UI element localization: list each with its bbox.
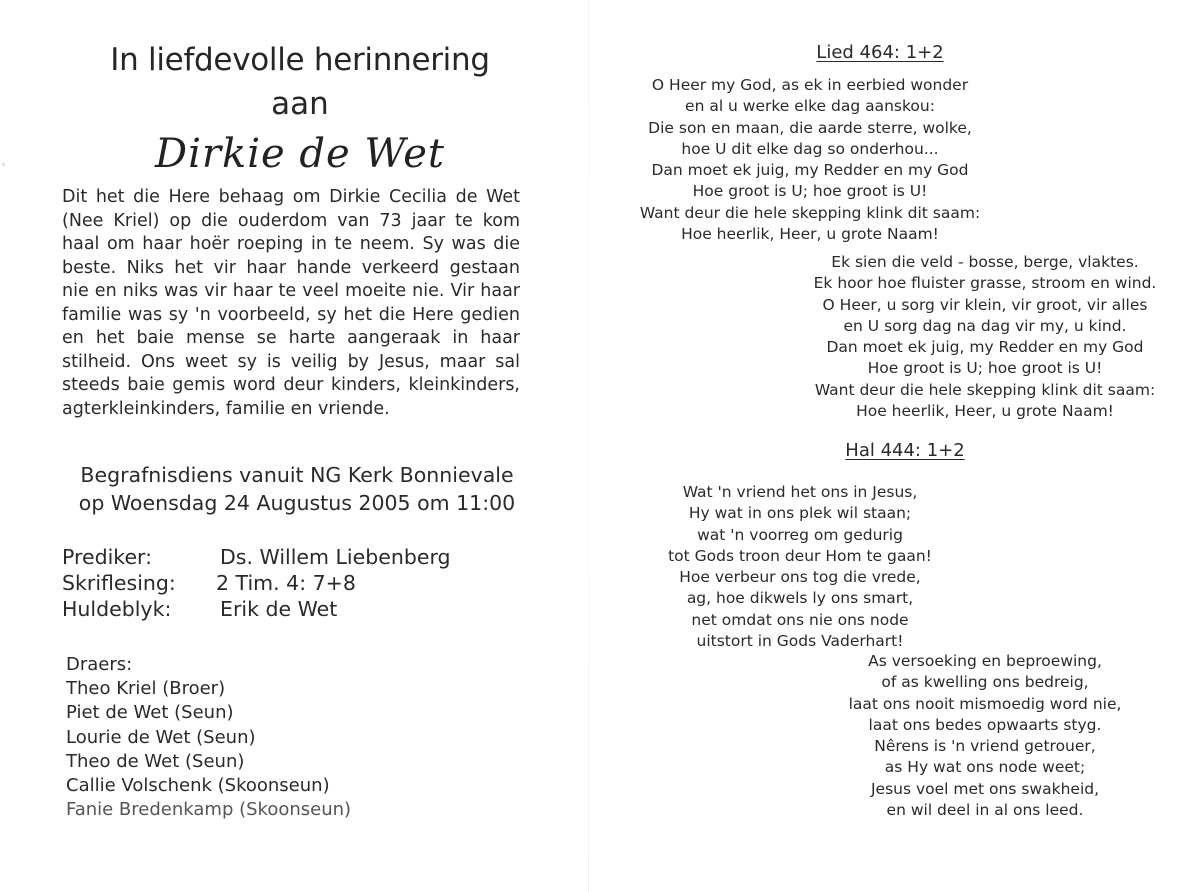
lyric-line: Nêrens is 'n vriend getrouer,: [874, 737, 1096, 756]
pallbearer-item: Callie Volschenk (Skoonseun): [66, 775, 330, 797]
lyric-line: laat ons bedes opwaarts styg.: [868, 715, 1102, 734]
role-value: Erik de Wet: [220, 597, 338, 621]
lyric-line: Die son en maan, die aarde sterre, wolke,: [648, 118, 972, 137]
lyric-line: hoe U dit elke dag so onderhou...: [681, 139, 939, 158]
pallbearers-heading: Draers:: [66, 654, 133, 675]
memorial-title-aan: aan: [271, 86, 329, 122]
lyric-line: Want deur die hele skepping klink dit saam:: [639, 203, 981, 222]
lyric-line: laat ons nooit mismoedig word nie,: [848, 694, 1122, 713]
lyric-line: uitstort in Gods Vaderhart!: [696, 632, 904, 651]
lyric-line: O Heer, u sorg vir klein, vir groot, vir alles: [822, 295, 1148, 314]
role-label: Huldeblyk:: [62, 597, 172, 621]
obituary-line: Dit het die Here behaag om Dirkie Cecilia de Wet: [62, 187, 520, 207]
left-page: [0, 0, 590, 892]
pallbearer-item: Piet de Wet (Seun): [66, 702, 234, 724]
obituary-line: (Nee Kriel) op die ouderdom van 73 jaar te kom: [62, 210, 520, 231]
role-value: 2 Tim. 4: 7+8: [216, 571, 356, 595]
obituary-line: familie was sy 'n voorbeeld, sy het die Here gedien: [62, 304, 520, 325]
hymn2-heading: Hal 444: 1+2: [845, 440, 965, 461]
role-row-prediker: [62, 544, 542, 570]
obituary-line: beste. Niks het vir haar hande verkeerd gestaan: [62, 257, 520, 278]
lyric-line: as Hy wat ons node weet;: [884, 758, 1086, 777]
service-details: [62, 461, 532, 517]
lyric-line: tot Gods troon deur Hom te gaan!: [668, 546, 932, 565]
obituary-line: stilheid. Ons weet sy is veilig by Jesus, maar sal: [62, 351, 520, 372]
lyric-line: Hoe groot is U; hoe groot is U!: [692, 182, 928, 201]
lyric-line: Hy wat in ons plek wil staan;: [688, 504, 912, 523]
memorial-title: In liefdevolle herinnering: [110, 42, 490, 78]
hymn2-stanza1: [610, 482, 990, 652]
role-label: Prediker:: [62, 545, 153, 569]
lyric-line: Hoe groot is U; hoe groot is U!: [867, 359, 1103, 378]
role-value: Ds. Willem Liebenberg: [220, 545, 451, 569]
obituary-line: nie en niks was vir haar te veel moeite nie. Vir haar: [62, 281, 520, 301]
lyric-line: As versoeking en beproewing,: [868, 652, 1102, 670]
lyric-line: wat 'n voorreg om gedurig: [697, 525, 903, 544]
lyric-line: Dan moet ek juig, my Redder en my God: [826, 338, 1144, 357]
lyric-line: en U sorg dag na dag vir my, u kind.: [843, 316, 1127, 335]
hymn1-stanza2: [780, 252, 1190, 422]
lyric-line: Ek hoor hoe fluister grasse, stroom en wind.: [813, 274, 1157, 293]
obituary-line: en het baie mense se harte aangeraak in haar: [62, 328, 520, 348]
lyric-line: Ek sien die veld - bosse, berge, vlaktes.: [831, 253, 1139, 271]
lyric-line: Want deur die hele skepping klink dit saam:: [814, 380, 1156, 399]
lyric-line: Jesus voel met ons swakheid,: [870, 779, 1100, 798]
pallbearer-item: Lourie de Wet (Seun): [66, 726, 256, 748]
role-row-skriflesing: [62, 570, 542, 596]
hymn1-stanza1: [610, 75, 1010, 245]
lyric-line: Hoe heerlik, Heer, u grote Naam!: [856, 402, 1114, 421]
lyric-line: ag, hoe dikwels ly ons smart,: [686, 589, 914, 608]
obituary-line: steeds baie gemis word deur kinders, kleinkinders,: [62, 375, 520, 395]
role-row-huldeblyk: [62, 596, 542, 622]
lyric-line: of as kwelling ons bedreig,: [881, 673, 1089, 692]
role-label: Skriflesing:: [62, 571, 176, 595]
lyric-line: O Heer my God, as ek in eerbied wonder: [651, 76, 969, 94]
pallbearer-item: Theo de Wet (Seun): [66, 750, 245, 772]
lyric-line: Wat 'n vriend het ons in Jesus,: [682, 483, 918, 501]
obituary-line: haal om haar hoër roeping in te neem. Sy was die: [62, 234, 520, 254]
service-roles: [62, 544, 542, 622]
lyric-line: Dan moet ek juig, my Redder en my God: [651, 161, 969, 180]
pallbearers-list: [66, 653, 426, 822]
lyric-line: net omdat ons nie ons node: [691, 610, 909, 629]
hymn2-stanza2: [800, 651, 1170, 821]
pallbearer-item: Theo Kriel (Broer): [66, 678, 226, 700]
lyric-line: Hoe verbeur ons tog die vrede,: [679, 568, 921, 587]
obituary-line: agterkleinkinders, familie en vriende.: [62, 398, 390, 419]
service-location: Begrafnisdiens vanuit NG Kerk Bonnievale: [80, 463, 514, 487]
hymn1-heading: Lied 464: 1+2: [816, 42, 944, 63]
lyric-line: en al u werke elke dag aanskou:: [685, 97, 935, 116]
service-datetime: op Woensdag 24 Augustus 2005 om 11:00: [78, 491, 516, 515]
deceased-name: Dirkie de Wet: [155, 131, 445, 177]
obituary-paragraph: [62, 186, 520, 421]
lyric-line: en wil deel in al ons leed.: [886, 801, 1084, 820]
lyric-line: Hoe heerlik, Heer, u grote Naam!: [681, 225, 939, 244]
pallbearer-item: Fanie Bredenkamp (Skoonseun): [66, 799, 352, 821]
